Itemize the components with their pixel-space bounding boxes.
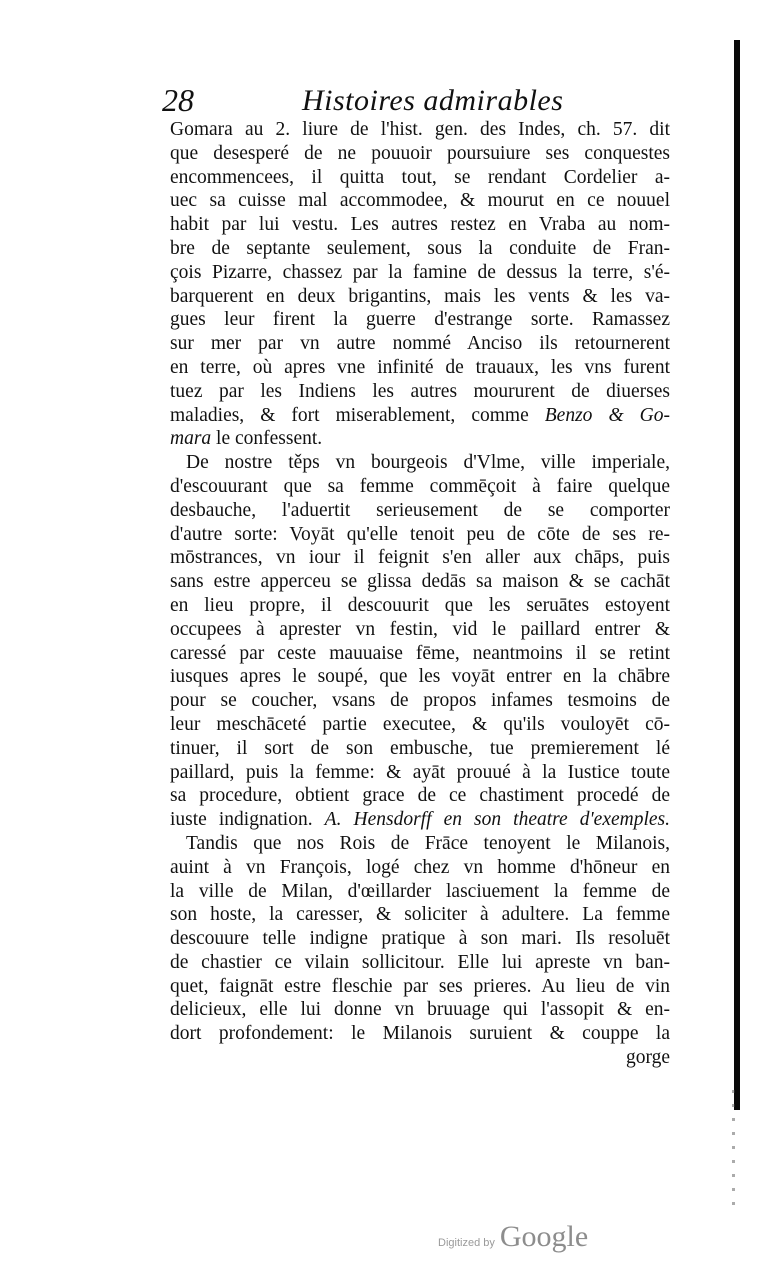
text-line: leur meschāceté partie executee, & qu'ils vouloyēt cō- [170,713,670,735]
text-line [170,427,670,451]
text-line: sans estre apperceu se glissa dedās sa maison & se cachāt [170,571,670,593]
google-logo: Google [499,1220,589,1253]
text-line: sur mer par vn autre nommé Anciso ils retournerent [170,333,670,355]
text-line: occupees à aprester vn festin, vid le paillard entrer & [170,618,670,640]
text-line: habit par lui vestu. Les autres restez en Vraba au nom- [170,214,670,236]
text-line: en terre, où apres vne infinité de trauaux, les vns furent [170,356,670,378]
text-line: quet, faignāt estre fleschie par ses prieres. Au lieu de vin [170,975,670,997]
text-line: mōstrances, vn iour il feignit s'en aller aux chāps, puis [170,547,670,569]
text-line-segment: le confessent. [211,428,323,450]
text-line: desbauche, l'aduertit serieusement de se comporter [170,499,670,521]
text-line: delicieux, elle lui donne vn bruuage qui l'assopit & en- [170,999,670,1021]
page-spine-edge-lower [732,1090,735,1210]
citation-reference: Benzo & Go- [544,404,670,426]
text-line: tinuer, il sort de son embusche, tue premierement lé [170,737,670,759]
text-line: De nostre těps vn bourgeois d'Vlme, ville imperiale, [186,452,670,474]
text-line: paillard, puis la femme: & ayāt prouué à la Iustice toute [170,761,670,783]
text-line: d'escouurant que sa femme commēçoit à faire quelque [170,475,670,497]
text-line: encommencees, il quitta tout, se rendant Cordelier a- [170,166,670,188]
text-line: caressé par ceste mauuaise fēme, neantmoins il se retint [170,642,670,664]
text-line: descouure telle indigne pratique à son mari. Ils resoluēt [170,928,670,950]
digitized-by-label: Digitized by [438,1237,495,1249]
digitized-by-google-watermark [438,1220,588,1260]
text-line [170,808,670,832]
text-line: d'autre sorte: Voyāt qu'elle tenoit peu de cōte de ses re- [170,523,670,545]
text-line: en lieu propre, il descouurit que les seruātes estoyent [170,594,670,616]
text-line: tuez par les Indiens les autres moururent de diuerses [170,380,670,402]
text-line: dort profondement: le Milanois suruient & couppe la [170,1023,670,1045]
text-line: uec sa cuisse mal accommodee, & mourut en ce nouuel [170,190,670,212]
text-line: sa procedure, obtient grace de ce chastiment procedé de [170,785,670,807]
text-line: bre de septante seulement, sous la conduite de Fran- [170,237,670,259]
text-line-segment: iuste indignation. [170,809,325,831]
text-line: son hoste, la caresser, & soliciter à adultere. La femme [170,904,670,926]
text-line: barquerent en deux brigantins, mais les vents & les va- [170,285,670,307]
text-line: Tandis que nos Rois de Frāce tenoyent le Milanois, [186,832,670,854]
text-line: la ville de Milan, d'œillarder lasciuement la femme de [170,880,670,902]
text-line: gues leur firent la guerre d'estrange sorte. Ramassez [170,309,670,331]
text-line: iusques apres le soupé, que les voyāt entrer en la chābre [170,666,670,688]
page-header [162,80,672,122]
body-text [170,118,670,1070]
citation-reference: A. Hensdorff en son theatre d'exemples. [324,809,670,831]
text-line [170,404,670,428]
running-title: Histoires admirables [302,84,564,117]
text-line: auint à vn François, logé chez vn homme d'hōneur en [170,856,670,878]
text-line: Gomara au 2. liure de l'hist. gen. des Indes, ch. 57. dit [170,119,670,140]
text-line: pour se coucher, vsans de propos infames tesmoins de [170,690,670,712]
text-line: que desesperé de ne pouuoir poursuiure ses conquestes [170,142,670,164]
citation-reference: mara [170,428,212,450]
catchword: gorge [625,1047,670,1069]
page-spine-edge [734,40,740,1110]
page-number: 28 [162,82,194,118]
text-line: çois Pizarre, chassez par la famine de dessus la terre, s'é- [170,261,670,283]
text-line: de chastier ce vilain sollicitour. Elle lui apreste vn ban- [170,951,670,973]
text-line-segment: maladies, & fort miserablement, comme [170,404,545,426]
